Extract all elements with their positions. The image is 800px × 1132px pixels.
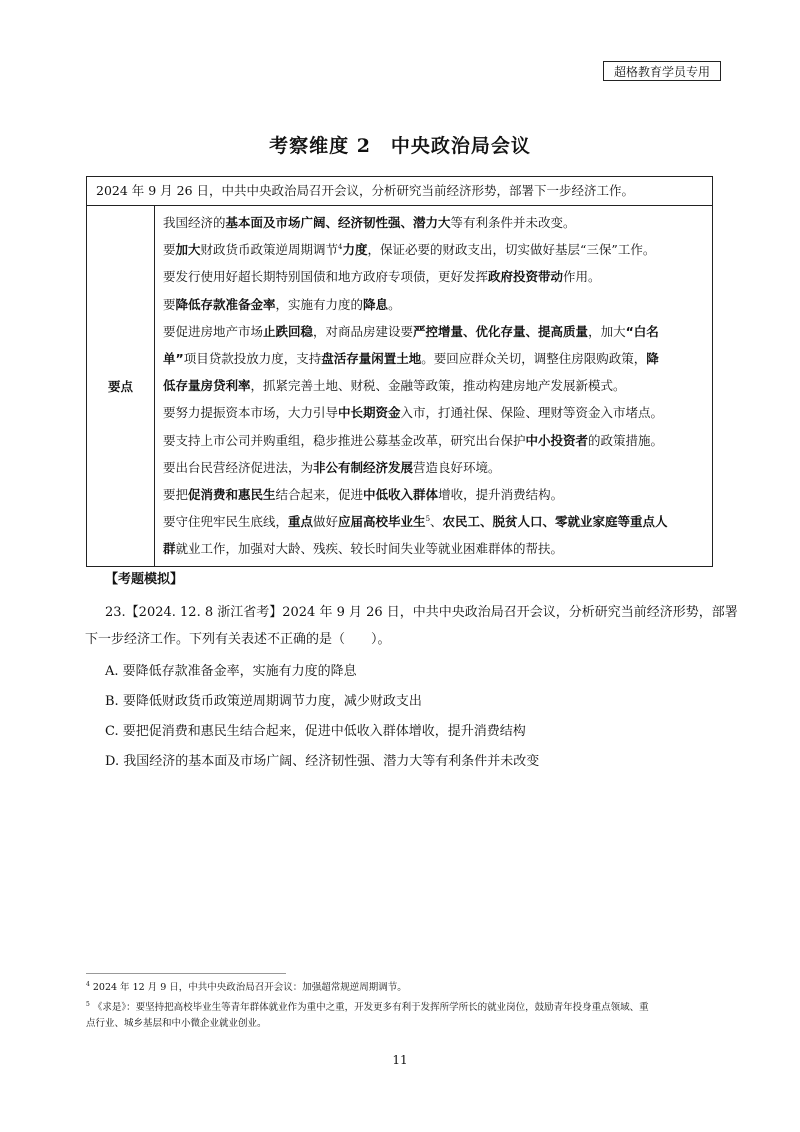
point-text: 要守住兜牢民生底线，: [163, 514, 289, 530]
point-text: 结合起来，促进: [275, 487, 364, 503]
exercise-heading: 【考题模拟】: [105, 572, 184, 587]
emphasis-text: 单”: [163, 351, 184, 367]
point-text: 营造良好环境。: [413, 459, 501, 475]
footnote-text: 2024 年 12 月 9 日，中共中央政治局召开会议：加强超常规逆周期调节。: [92, 982, 407, 993]
point-line: [163, 345, 712, 372]
key-points-table: [86, 176, 713, 567]
footnote-4: [86, 980, 726, 996]
footnote-5: [86, 1000, 726, 1016]
points-list: [155, 206, 713, 567]
emphasis-text: 盘活存量闲置土地: [321, 351, 422, 367]
footnote-text: 《求是》：要坚持把高校毕业生等青年群体就业作为重中之重，开发更多有利于发挥所学所长的就业岗位，鼓励青年投身重点领域、重: [92, 1002, 649, 1013]
footnote-number: 4: [86, 980, 90, 988]
emphasis-text: 降低存款准备金率: [175, 296, 276, 312]
point-text: 要发行使用好超长期特别国债和地方政府专项债，更好发挥: [163, 269, 489, 285]
point-line: [163, 399, 712, 426]
point-text: ，保证必要的财政支出，切实做好基层“三保”工作。: [367, 242, 656, 258]
point-line: [163, 318, 712, 345]
table-label: 要点: [87, 206, 155, 567]
point-text: 我国经济的: [163, 215, 226, 230]
option-c: C. 要把促消费和惠民生结合起来，促进中低收入群体增收，提升消费结构: [105, 724, 526, 739]
point-text: 作用。: [563, 269, 601, 285]
point-text: 要促进房地产市场: [163, 323, 264, 339]
point-text: 要: [163, 242, 176, 258]
option-a: A. 要降低存款准备金率，实施有力度的降息: [105, 664, 357, 679]
point-text: 要努力提振资本市场，大力引导: [163, 405, 339, 421]
point-line: [163, 427, 712, 454]
emphasis-text: 应届高校毕业生: [338, 514, 426, 530]
point-line: [163, 236, 712, 263]
emphasis-text: 降: [646, 351, 659, 367]
point-text: 要: [163, 296, 176, 312]
footnote-divider: [86, 973, 286, 974]
point-text: 入市，打通社保、保险、理财等资金入市堵点。: [400, 405, 664, 421]
point-text: ，抓紧完善土地、财税、金融等政策，推动构建房地产发展新模式。: [250, 378, 626, 394]
point-line: [163, 291, 712, 318]
point-text: 做好: [313, 514, 339, 530]
point-line: [163, 481, 712, 508]
point-text: 的政策措施。: [588, 432, 664, 448]
point-text: 项目贷款投放力度，支持: [183, 351, 322, 367]
emphasis-text: 中小投资者: [525, 432, 589, 448]
emphasis-text: 中低收入群体: [363, 487, 439, 503]
point-text: ，对商品房建设要: [313, 323, 414, 339]
point-text: 要把: [163, 487, 189, 503]
point-text: 要出台民营经济促进法，为: [163, 459, 314, 475]
question-stem: 23.【2024. 12. 8 浙江省考】2024 年 9 月 26 日，中共中央政治局召开会议，分析研究当前经济形势，部署: [105, 605, 738, 620]
emphasis-text: 降息: [363, 296, 389, 312]
point-line: [163, 372, 712, 399]
point-text: 。要回应群众关切，调整住房限购政策，: [421, 351, 647, 367]
emphasis-text: 促消费和惠民生: [188, 487, 276, 503]
emphasis-text: 非公有制经济发展: [313, 459, 414, 475]
page-number: 11: [392, 1053, 408, 1067]
point-line: [163, 209, 712, 236]
emphasis-text: 低存量房贷利率: [163, 378, 251, 394]
emphasis-text: 止跌回稳: [263, 323, 314, 339]
point-text: 增收，提升消费结构。: [438, 487, 564, 503]
point-text: ，实施有力度的: [275, 296, 364, 312]
emphasis-text: 农民工、脱贫人口、零就业家庭等重点人: [442, 514, 668, 530]
footnote-text: 点行业、城乡基层和中小微企业就业创业。: [86, 1018, 267, 1029]
emphasis-text: 加大: [175, 242, 201, 258]
point-line: [163, 535, 712, 562]
point-text: 财政货币政策逆周期调节: [200, 242, 339, 258]
point-text: 等有利条件并未改变。: [450, 215, 576, 230]
point-text: ，加大: [588, 323, 626, 339]
option-b: B. 要降低财政货币政策逆周期调节力度，减少财政支出: [105, 694, 422, 709]
point-text: 要支持上市公司并购重组，稳步推进公募基金改革，研究出台保护: [163, 432, 526, 448]
emphasis-text: “白名: [625, 323, 659, 339]
point-line: [163, 263, 712, 290]
emphasis-text: 力度: [342, 242, 368, 258]
point-line: [163, 508, 712, 535]
watermark-stamp: 超格教育学员专用: [603, 61, 721, 81]
footnote-5-cont: [86, 1016, 726, 1032]
question-stem-cont: 下一步经济工作。下列有关表述不正确的是（ ）。: [85, 632, 391, 647]
footnote-ref: 5: [425, 515, 431, 524]
emphasis-text: 重点: [288, 514, 314, 530]
page-title: 考察维度 2 中央政治局会议: [269, 135, 531, 157]
footnote-ref: 4: [338, 243, 343, 252]
emphasis-text: 群: [163, 541, 176, 557]
point-text: 。: [388, 296, 401, 312]
point-text: 就业工作，加强对大龄、残疾、较长时间失业等就业困难群体的帮扶。: [175, 541, 564, 557]
emphasis-text: 政府投资带动: [488, 269, 564, 285]
emphasis-text: 基本面及市场广阔、经济韧性强、潜力大: [225, 215, 451, 230]
option-d: D. 我国经济的基本面及市场广阔、经济韧性强、潜力大等有利条件并未改变: [105, 754, 540, 769]
emphasis-text: 中长期资金: [338, 405, 401, 421]
table-intro: 2024 年 9 月 26 日，中共中央政治局召开会议，分析研究当前经济形势，部署下一步经济工作。: [87, 177, 713, 206]
point-text: 、: [430, 514, 443, 530]
point-line: [163, 454, 712, 481]
footnote-number: 5: [86, 1000, 90, 1008]
emphasis-text: 严控增量、优化存量、提高质量: [413, 323, 589, 339]
